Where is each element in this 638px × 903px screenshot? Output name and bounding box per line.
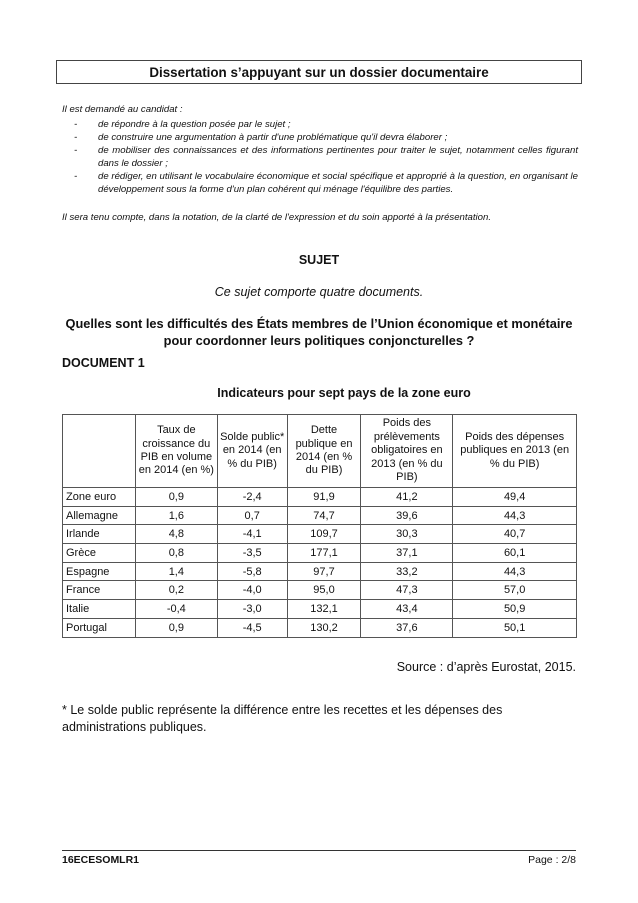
table-cell: 132,1 — [287, 600, 361, 619]
table-row — [63, 562, 577, 581]
table-row-country: Zone euro — [63, 488, 136, 507]
table-cell: 57,0 — [453, 581, 577, 600]
table-header-cell: Poids des dépenses publiques en 2013 (en % du PIB) — [453, 415, 577, 488]
table-cell: -3,5 — [217, 544, 287, 563]
table-cell: 109,7 — [287, 525, 361, 544]
table-row-country: Allemagne — [63, 506, 136, 525]
table-cell: 91,9 — [287, 488, 361, 507]
table-cell: -0,4 — [135, 600, 217, 619]
indicators-table — [62, 414, 577, 638]
instructions-list — [62, 118, 578, 197]
sujet-subtitle: Ce sujet comporte quatre documents. — [214, 285, 424, 299]
table-header-cell: Solde public* en 2014 (en % du PIB) — [217, 415, 287, 488]
footer-divider — [62, 850, 576, 851]
table-cell: 4,8 — [135, 525, 217, 544]
table-cell: 40,7 — [453, 525, 577, 544]
table-cell: 95,0 — [287, 581, 361, 600]
sujet-question: Quelles sont les difficultés des États membres de l’Union économique et monétaire pour coordonner leurs politiques conjoncturelles ? — [65, 316, 573, 348]
table-cell: 1,6 — [135, 506, 217, 525]
table-cell: 37,1 — [361, 544, 453, 563]
table-cell: 30,3 — [361, 525, 453, 544]
table-cell: 0,9 — [135, 488, 217, 507]
table-cell: 49,4 — [453, 488, 577, 507]
footer-page-number: Page : 2/8 — [528, 854, 576, 866]
table-row-country: Espagne — [63, 562, 136, 581]
instruction-item: - de rédiger, en utilisant le vocabulaire économique et social spécifique et approprié à la question, en organisant le développement sous la forme d'un plan cohérent qui ménage l'équilibre des parties. — [74, 171, 578, 196]
table-row — [63, 581, 577, 600]
footer-code: 16ECESOMLR1 — [62, 854, 140, 866]
table-cell: 97,7 — [287, 562, 361, 581]
table-cell: 60,1 — [453, 544, 577, 563]
table-cell: 50,1 — [453, 618, 577, 637]
table-row-country: Irlande — [63, 525, 136, 544]
table-row — [63, 618, 577, 637]
table-title: Indicateurs pour sept pays de la zone euro — [217, 386, 471, 400]
instruction-item: - de répondre à la question posée par le sujet ; — [74, 119, 291, 130]
table-row — [63, 525, 577, 544]
instruction-item: - de mobiliser des connaissances et des informations pertinentes pour traiter le sujet, notamment celles figurant dans le dossier ; — [74, 145, 578, 170]
instruction-item: - de construire une argumentation à partir d'une problématique qu'il devra élaborer ; — [74, 132, 448, 144]
table-cell: 33,2 — [361, 562, 453, 581]
table-header-row — [63, 415, 577, 488]
page-title: Dissertation s’appuyant sur un dossier documentaire — [56, 60, 582, 84]
table-cell: 74,7 — [287, 506, 361, 525]
table-cell: 47,3 — [361, 581, 453, 600]
document-label: DOCUMENT 1 — [62, 356, 145, 370]
footnote: * Le solde public représente la différence entre les recettes et les dépenses des administrations publiques. — [62, 703, 503, 734]
table-row-country: Italie — [63, 600, 136, 619]
table-header-cell: Taux de croissance du PIB en volume en 2014 (en %) — [135, 415, 217, 488]
table-cell: 43,4 — [361, 600, 453, 619]
table-header-cell: Poids des prélèvements obligatoires en 2013 (en % du PIB) — [361, 415, 453, 488]
table-cell: 0,9 — [135, 618, 217, 637]
table-cell: -4,1 — [217, 525, 287, 544]
table-row — [63, 488, 577, 507]
table-row — [63, 544, 577, 563]
table-cell: 44,3 — [453, 506, 577, 525]
table-cell: -5,8 — [217, 562, 287, 581]
table-cell: 0,2 — [135, 581, 217, 600]
sujet-heading: SUJET — [298, 253, 340, 267]
table-cell: 0,7 — [217, 506, 287, 525]
table-cell: 37,6 — [361, 618, 453, 637]
instructions-intro: Il est demandé au candidat : — [62, 104, 183, 115]
table-cell: 39,6 — [361, 506, 453, 525]
table-cell: 0,8 — [135, 544, 217, 563]
table-cell: 130,2 — [287, 618, 361, 637]
table-row — [63, 600, 577, 619]
table-cell: 1,4 — [135, 562, 217, 581]
table-cell: 41,2 — [361, 488, 453, 507]
table-row-country: Portugal — [63, 618, 136, 637]
table-cell: 50,9 — [453, 600, 577, 619]
source-note: Source : d’après Eurostat, 2015. — [396, 660, 576, 674]
table-row-country: Grèce — [63, 544, 136, 563]
instructions-note: Il sera tenu compte, dans la notation, de la clarté de l'expression et du soin apporté à la présentation. — [62, 212, 492, 223]
table-cell: -4,5 — [217, 618, 287, 637]
table-row — [63, 506, 577, 525]
table-row-country: France — [63, 581, 136, 600]
table-cell: 177,1 — [287, 544, 361, 563]
table-cell: -3,0 — [217, 600, 287, 619]
table-cell: 44,3 — [453, 562, 577, 581]
table-cell: -2,4 — [217, 488, 287, 507]
table-header-cell: Dette publique en 2014 (en % du PIB) — [287, 415, 361, 488]
table-header-cell — [63, 415, 136, 488]
table-cell: -4,0 — [217, 581, 287, 600]
